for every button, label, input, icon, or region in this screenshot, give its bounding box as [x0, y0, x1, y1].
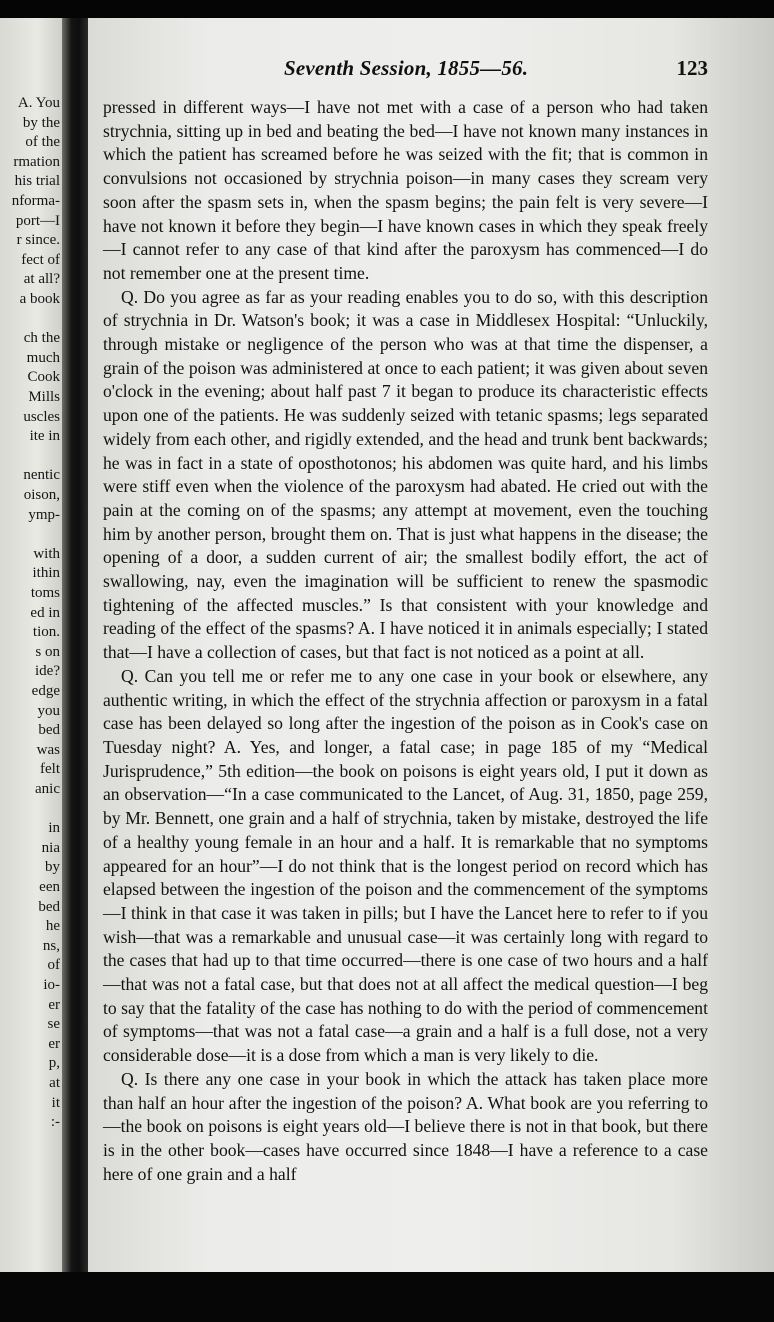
facing-page-fragment: ite in	[29, 428, 60, 445]
facing-page-fragment: :-	[50, 1114, 60, 1131]
facing-page-edge	[0, 18, 62, 1280]
facing-page-fragment: it	[51, 1094, 60, 1111]
facing-page-fragment: he	[45, 918, 60, 935]
running-head	[88, 52, 708, 82]
facing-page-fragment: by	[45, 859, 60, 876]
facing-page-fragment: bed	[38, 722, 60, 739]
facing-page-fragment: io-	[43, 977, 60, 993]
facing-page-fragment: een	[39, 879, 60, 895]
facing-page-fragment: was	[36, 741, 60, 758]
facing-page-fragment: se	[47, 1016, 60, 1033]
facing-page-fragment: at	[49, 1075, 60, 1091]
facing-page-fragment: a book	[19, 291, 60, 307]
paragraph: Q. Do you agree as far as your reading enables you to do so, with this description of strychnia in Dr. Watson's book; it was a case in Middlesex Hospital: “Unluckily, through mistake or negligence of the person who was at that time the dispenser, a grain of the poison was administered at once to each patient; it was given about seven o'clock in the evening; about half past 7 it began to produce its characteristic effects upon one of the patients. He was suddenly seized with tetanic spasms; legs separated widely from each other, and rigidly extended, and the head and trunk bent backwards; he was in fact in a state of oposthotonos; his abdomen was quite hard, and his limbs were stiff even when the violence of the paroxysm had abated. He cried out with the pain at the coming on of the spasms; any attempt at movement, even the touching him by another person, brought them on. That is just what happens in the disease; the opening of a door, a sudden current of air; the smallest bodily effort, the act of swallowing, nay, even the imagination will be sufficient to renew the spasmodic tightening of the affected muscles.” Is that consistent with your knowledge and reading of the effect of the spasms? A. I have noticed it in animals especially; I stated that—I have a collection of cases, but that fact is not noticed as a point at all.	[103, 286, 708, 663]
facing-page-fragment: nforma-	[11, 193, 60, 209]
facing-page-fragment: ithin	[32, 565, 60, 582]
facing-page-fragment: of	[47, 957, 60, 974]
paragraph: Q. Is there any one case in your book in which the attack has taken place more than half an hour after the ingestion of the poison? A. What book are you referring to—the book on poisons is eight years old—I believe there is not in that book, but there is in the other book—cases have occurred since 1848—I have a reference to a case here of one grain and a half	[103, 1068, 708, 1184]
facing-page-fragment: nentic	[23, 467, 60, 484]
running-head-title: Seventh Session, 1855—56.	[284, 56, 529, 80]
body-text	[103, 96, 708, 1186]
facing-page-fragment: bed	[38, 898, 60, 915]
facing-page-fragment: p,	[48, 1055, 60, 1072]
facing-page-fragment: ch the	[23, 330, 60, 347]
facing-page-fragment: tion.	[32, 624, 60, 641]
facing-page-fragment: er	[48, 996, 60, 1013]
facing-page-fragment: by the	[22, 114, 60, 131]
facing-page-fragment: ymp-	[28, 506, 60, 523]
facing-page-fragment: his trial	[14, 173, 60, 190]
facing-page-fragment: with	[33, 545, 60, 562]
page-number: 123	[676, 56, 708, 80]
facing-page-fragment: s on	[35, 643, 60, 660]
facing-page-fragment: felt	[40, 761, 60, 778]
facing-page-fragment: anic	[35, 781, 60, 797]
facing-page-fragment: ide?	[35, 663, 60, 680]
facing-page-fragment: edge	[31, 683, 60, 699]
facing-page-fragment: ed in	[30, 604, 60, 621]
paragraph: Q. Can you tell me or refer me to any one case in your book or elsewhere, any authentic writing, in which the effect of the strychnia affection or paroxysm in a fatal case has been delayed so long after the ingestion of the poison as in Cook's case on Tuesday night? A. Yes, and longer, a fatal case; in page 185 of my “Medical Jurisprudence,” 5th edition—the book on poisons is eight years old, I put it down as an observation—“In a case communicated to the Lancet, of Aug. 31, 1850, page 259, by Mr. Bennett, one grain and a half of strychnia, taken by mistake, destroyed the life of a healthy young female in an hour and a half. It is remarkable that no symptoms appeared for an hour”—I do not think that is the longest period on record which has elapsed between the ingestion of the poison and the commencement of the symptoms—I think in that case it was taken in pills; but I have the Lancet here to refer to if you wish—that was a remarkable and unusual case—it was certainly long with regard to the cases that had up to that time occurred—there is one case of two hours and a half—that was not a fatal case, but that does not at all affect the medical question—I beg to say that the fatality of the case has nothing to do with the period of commencement of symptoms—that was not a fatal case—a grain and a half is a full dose, not a very considerable dose—it is a dose from which a man is very likely to die.	[103, 665, 708, 1066]
facing-page-fragment: toms	[30, 585, 60, 601]
facing-page-fragment: er	[48, 1035, 60, 1052]
facing-page-fragment: oison,	[23, 487, 60, 503]
scan-border-bottom	[0, 1272, 774, 1322]
facing-page-fragment: you	[37, 702, 60, 719]
paragraph: pressed in different ways—I have not met with a case of a person who had taken strychnia, sitting up in bed and beating the bed—I have not known many instances in which the patient has screamed before he was seized with the fit; that is common in convulsions not occasioned by strychnia poison—in many cases they scream very soon after the spasm sets in, when the spasm begins; the pain felt is very severe—I have not known it before they begin—I have known cases in which they speak freely—I cannot refer to any case of that kind after the paroxysm has commenced—I do not remember one at the present time.	[103, 97, 708, 283]
facing-page-fragment: Mills	[28, 389, 60, 405]
facing-page-fragment: at all?	[23, 271, 60, 288]
facing-page-fragment: nia	[41, 839, 60, 856]
facing-page-fragment: rmation	[13, 153, 60, 170]
facing-page-fragment: r since.	[16, 232, 60, 249]
facing-page-fragment: fect of	[21, 251, 60, 268]
facing-page-fragment: Cook	[27, 369, 60, 386]
facing-page-fragment: A. You	[17, 95, 60, 111]
facing-page-fragment: much	[26, 349, 60, 366]
facing-page-fragment: ns,	[42, 937, 60, 954]
facing-page-fragment: port—I	[15, 212, 60, 229]
scan-border-top	[0, 0, 774, 18]
facing-page-fragment: in	[48, 820, 60, 837]
facing-page-fragment: uscles	[23, 408, 60, 425]
facing-page-fragment: of the	[25, 134, 60, 151]
book-gutter	[62, 18, 88, 1280]
